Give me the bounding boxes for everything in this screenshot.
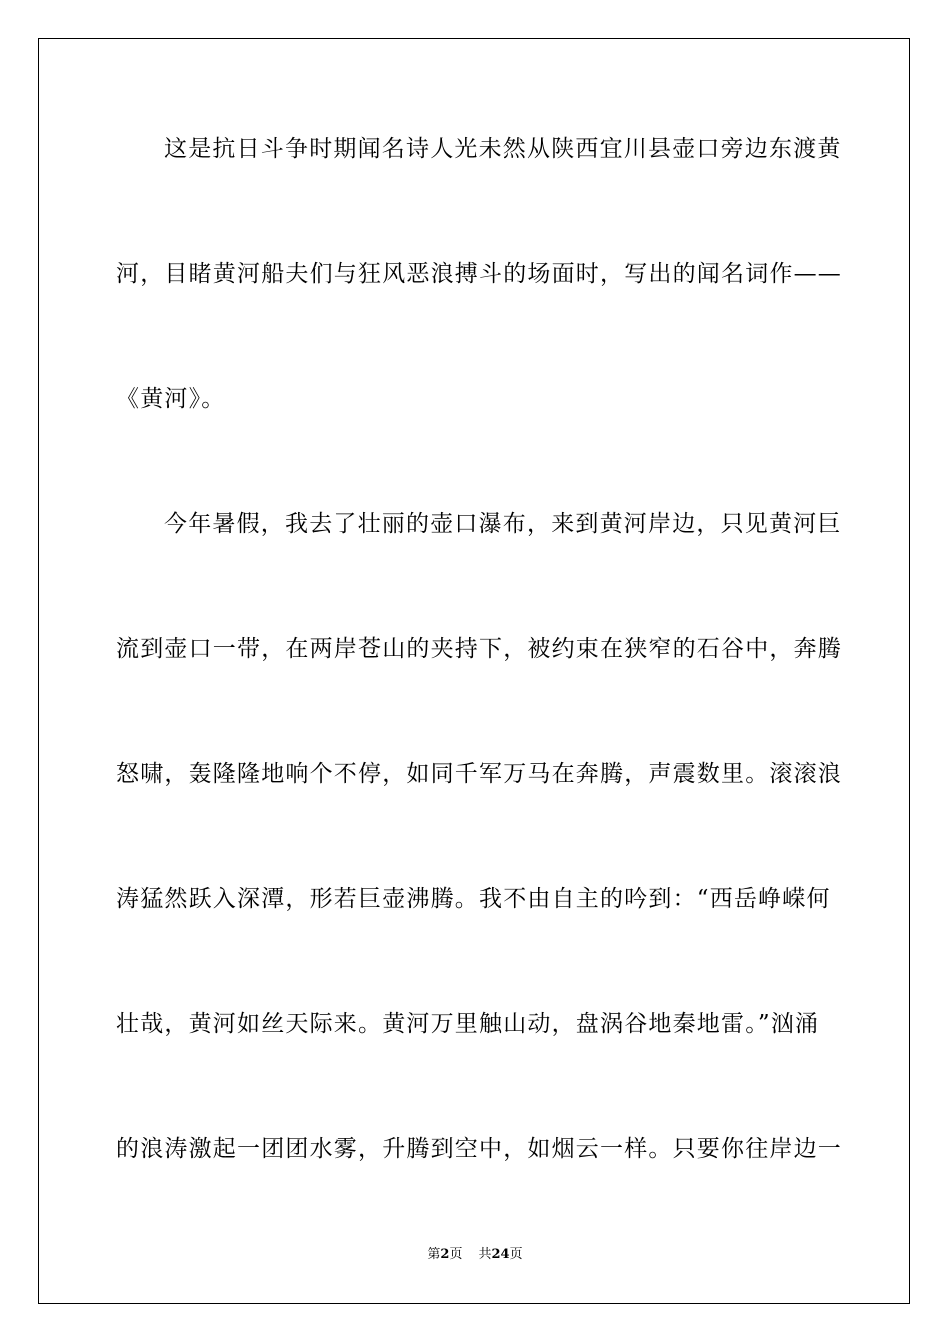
paragraph-2-line-5: 壮哉，黄河如丝天际来。黄河万里触山动，盘涡谷地秦地雷。”汹涌 [116,1011,820,1037]
paragraph-2-line-2: 流到壶口一带，在两岸苍山的夹持下，被约束在狭窄的石谷中，奔腾 [116,636,842,662]
total-prefix: 共 [478,1247,492,1262]
paragraph-1-line-2: 河，目睹黄河船夫们与狂风恶浪搏斗的场面时，写出的闻名词作—— [116,261,842,287]
paragraph-2-line-6: 的浪涛激起一团团水雾，升腾到空中，如烟云一样。只要你往岸边一 [116,1136,842,1162]
page-border [38,38,910,1304]
page-prefix: 第 [427,1247,441,1262]
page-footer [0,1246,950,1264]
paragraph-2-line-4: 涛猛然跃入深潭，形若巨壶沸腾。我不由自主的吟到：“西岳峥嵘何 [116,886,831,912]
paragraph-1-line-1: 这是抗日斗争时期闻名诗人光未然从陕西宜川县壶口旁边东渡黄 [164,136,842,162]
paragraph-2-line-3: 怒啸，轰隆隆地响个不停，如同千军万马在奔腾，声震数里。滚滚浪 [116,761,842,787]
total-suffix: 页 [509,1247,523,1262]
page-number: 2 [440,1247,450,1262]
paragraph-2-line-1: 今年暑假，我去了壮丽的壶口瀑布，来到黄河岸边，只见黄河巨 [164,511,842,537]
page-suffix: 页 [449,1247,463,1262]
paragraph-1-line-3: 《黄河》。 [116,386,226,412]
total-pages: 24 [491,1247,510,1262]
